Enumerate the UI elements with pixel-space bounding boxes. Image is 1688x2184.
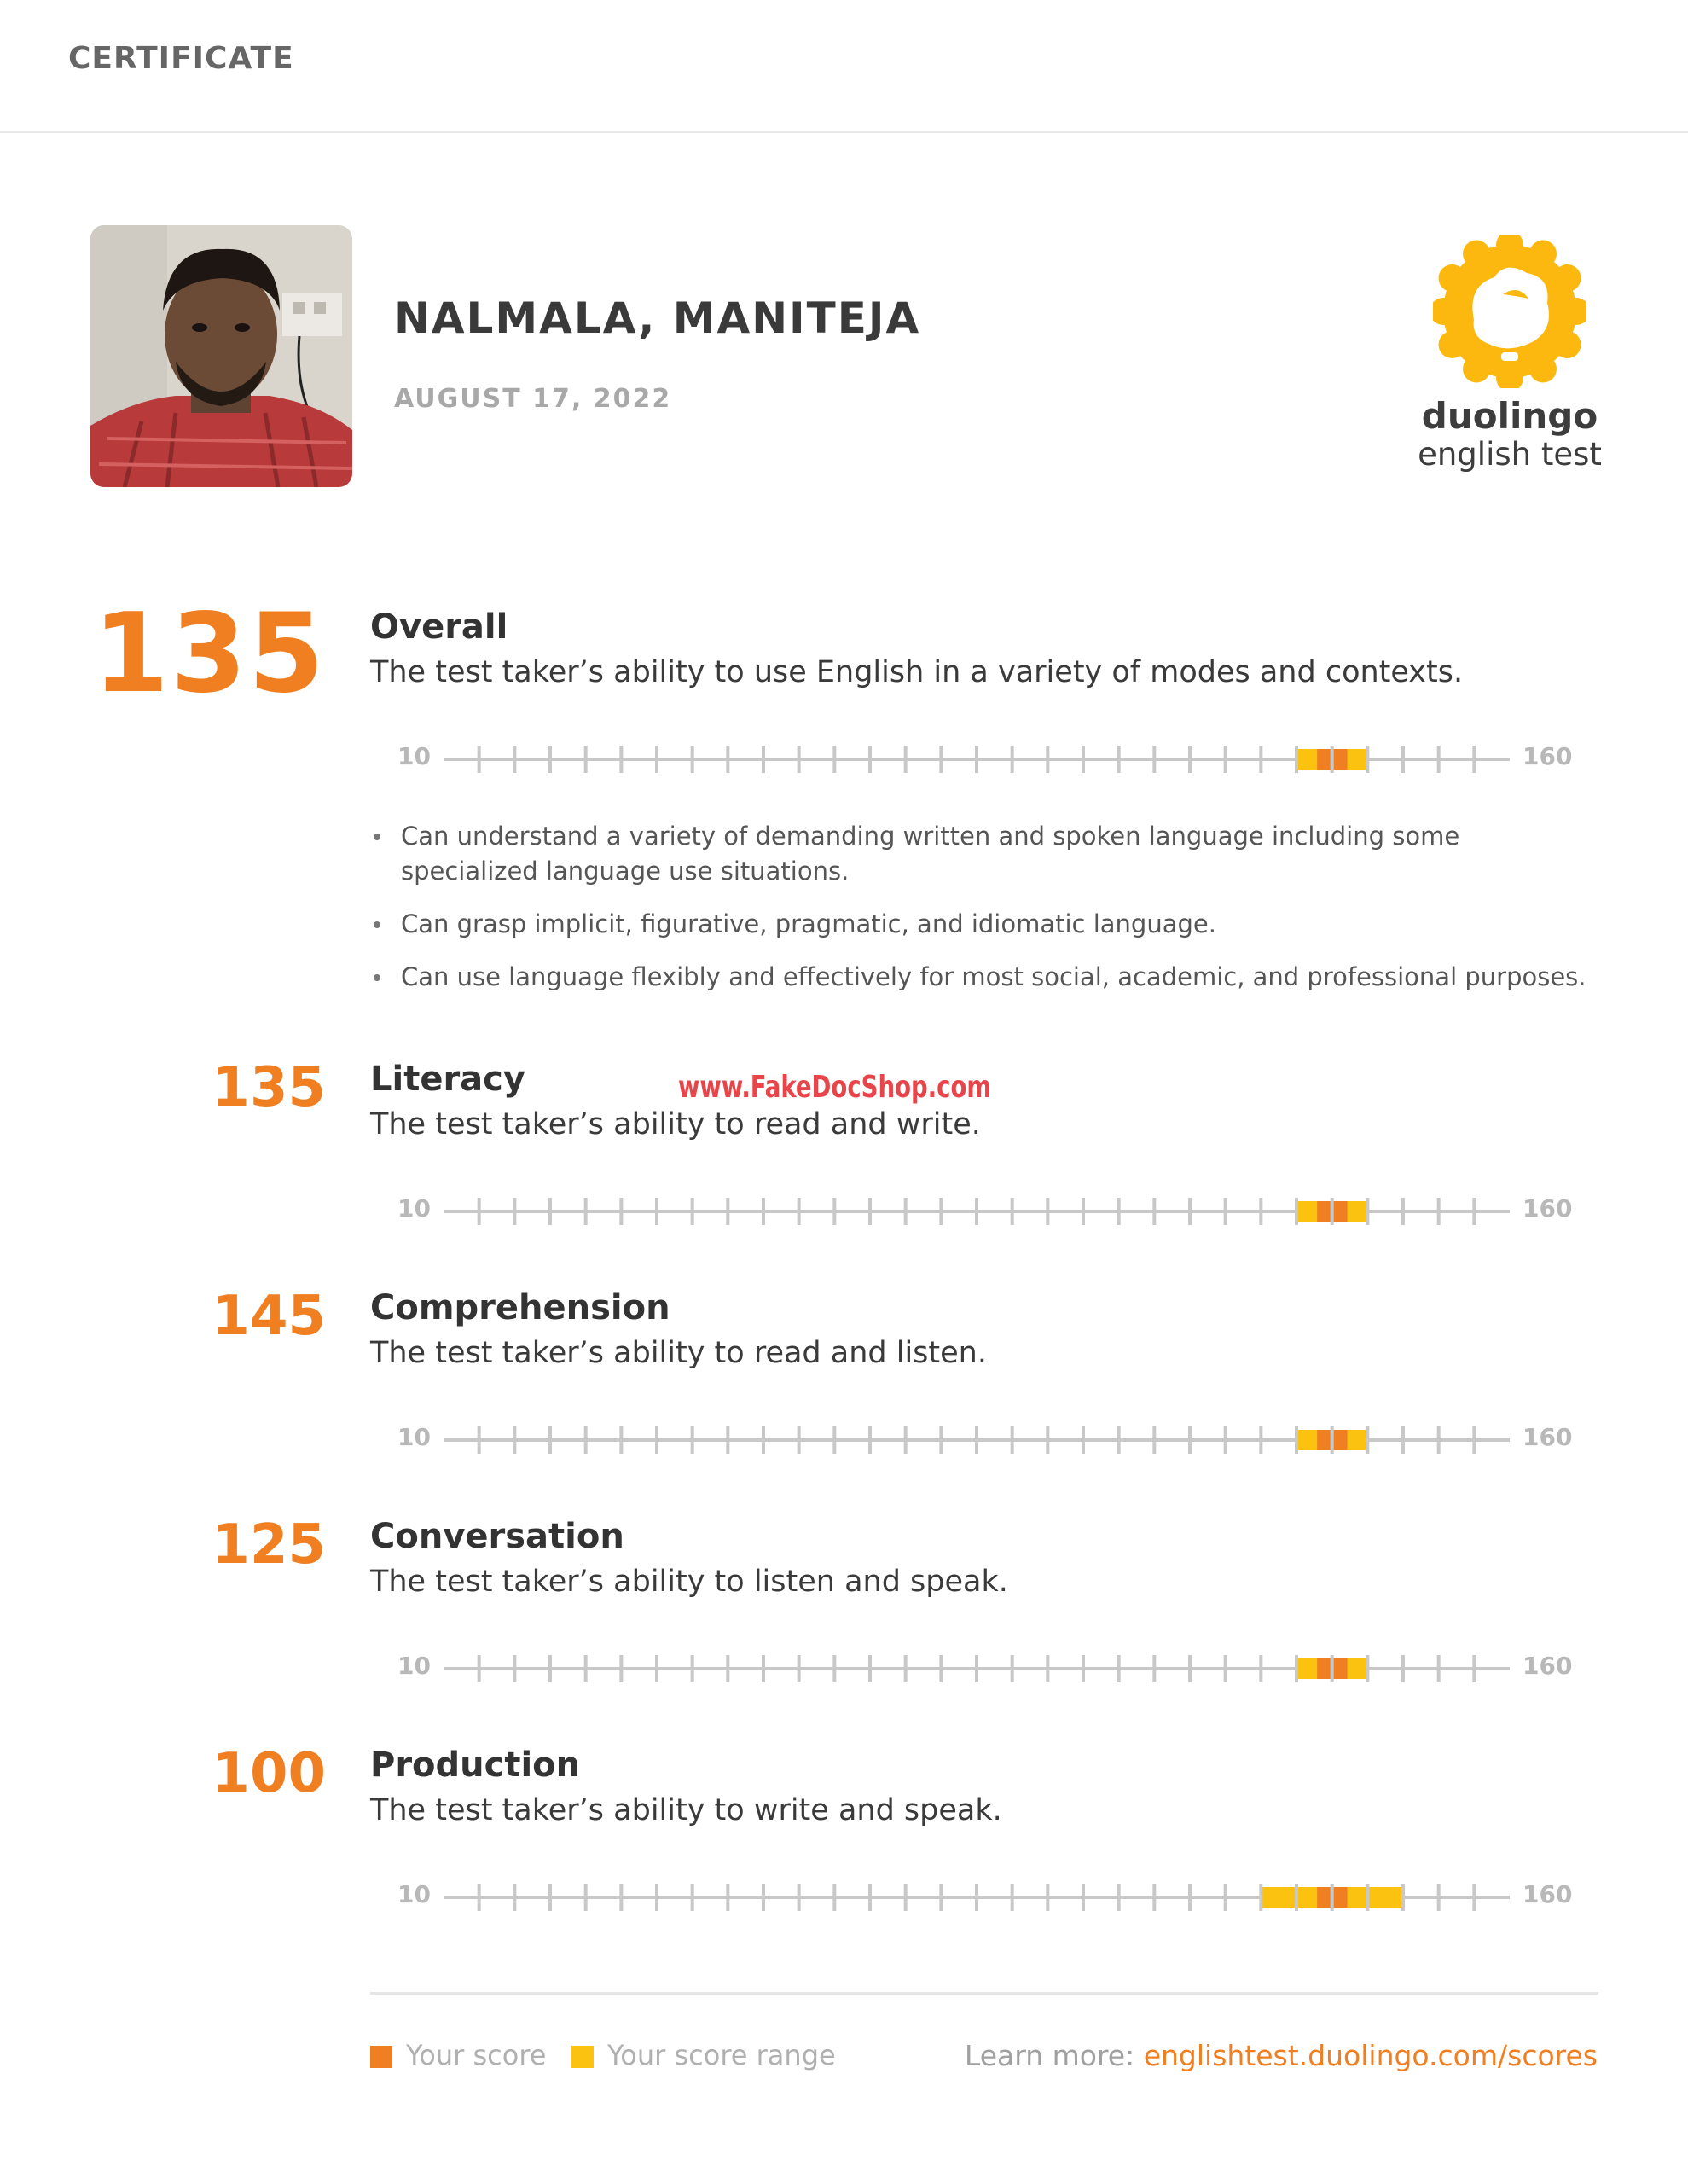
scale-min-label: 10 [397, 1194, 431, 1223]
overall-score: 135 [92, 590, 326, 717]
conversation-description: The test taker’s ability to listen and speak. [370, 1565, 1008, 1599]
scale-max-label: 160 [1523, 1194, 1573, 1223]
duolingo-logo [1399, 235, 1621, 491]
overall-descriptors [370, 819, 1590, 1013]
production-score: 100 [212, 1742, 326, 1805]
legend-score-label: Your score [406, 2039, 547, 2071]
candidate-name: NALMALA, MANITEJA [394, 293, 921, 343]
learn-more-prefix: Learn more: [964, 2039, 1144, 2072]
header-title: CERTIFICATE [68, 41, 294, 76]
scale-min-label: 10 [397, 1652, 431, 1680]
conversation-score: 125 [212, 1513, 326, 1577]
test-date: AUGUST 17, 2022 [394, 384, 672, 414]
logo-subtitle: english test [1418, 436, 1602, 473]
scale-max-label: 160 [1523, 1423, 1573, 1451]
comprehension-score: 145 [212, 1285, 326, 1348]
overall-score-scale [392, 737, 1604, 780]
candidate-photo [90, 225, 352, 487]
legend-range-label: Your score range [607, 2039, 836, 2071]
conversation-score-scale [392, 1647, 1604, 1689]
score-swatch [370, 2046, 392, 2068]
certificate-header [0, 0, 1688, 133]
literacy-score: 135 [212, 1056, 326, 1119]
footer-divider [370, 1992, 1598, 1995]
literacy-score-scale [392, 1189, 1604, 1232]
descriptor-item: Can grasp implicit, figurative, pragmatic, and idiomatic language. [370, 907, 1590, 942]
learn-more-link[interactable]: englishtest.duolingo.com/scores [1143, 2039, 1598, 2072]
production-score-scale [392, 1875, 1604, 1918]
literacy-description: The test taker’s ability to read and write. [370, 1107, 981, 1141]
range-swatch [571, 2046, 594, 2068]
conversation-title: Conversation [370, 1517, 624, 1556]
descriptor-item: Can use language flexibly and effectively for most social, academic, and professional purposes. [370, 960, 1590, 995]
descriptor-item: Can understand a variety of demanding written and spoken language including some specialized language use situations. [370, 819, 1590, 889]
comprehension-score-scale [392, 1418, 1604, 1461]
comprehension-description: The test taker’s ability to read and listen. [370, 1336, 987, 1370]
comprehension-title: Comprehension [370, 1288, 670, 1327]
logo-wordmark: duolingo [1421, 395, 1598, 437]
scale-min-label: 10 [397, 1880, 431, 1908]
scale-max-label: 160 [1523, 1652, 1573, 1680]
watermark-text: www.FakeDocShop.com [678, 1070, 992, 1105]
literacy-title: Literacy [370, 1060, 525, 1099]
overall-title: Overall [370, 607, 508, 647]
scale-max-label: 160 [1523, 1880, 1573, 1908]
scale-max-label: 160 [1523, 742, 1573, 770]
scale-min-label: 10 [397, 742, 431, 770]
overall-description: The test taker’s ability to use English in a variety of modes and contexts. [370, 655, 1464, 689]
duolingo-badge-icon [1433, 235, 1586, 388]
learn-more [965, 2039, 1598, 2072]
production-description: The test taker’s ability to write and speak. [370, 1793, 1002, 1827]
scale-min-label: 10 [397, 1423, 431, 1451]
production-title: Production [370, 1745, 581, 1785]
